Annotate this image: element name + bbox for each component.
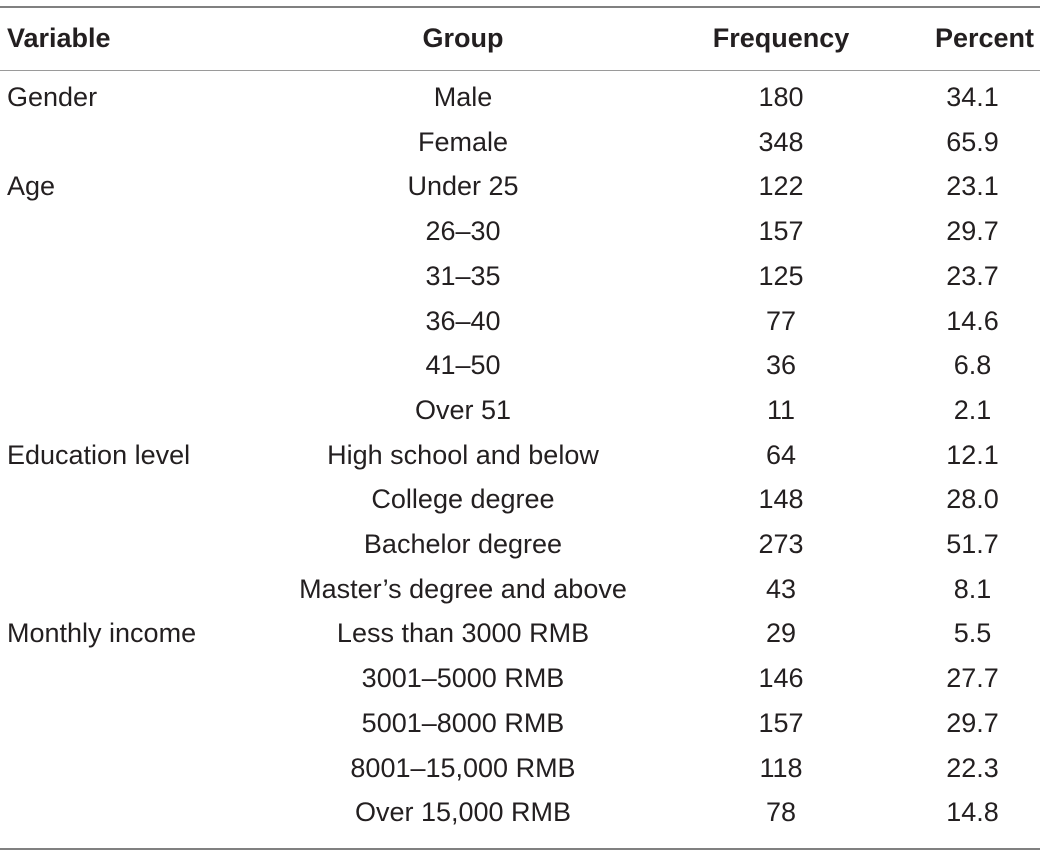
table-row [0,164,1040,209]
cell-frequency: 125 [758,260,804,291]
table-row [0,790,1040,835]
cell-percent: 65.9 [946,126,999,157]
table-row [0,477,1040,522]
cell-group: Less than 3000 RMB [336,618,590,649]
cell-group: Female [417,126,509,157]
cell-group: 8001–15,000 RMB [350,752,576,783]
cell-variable: Education level [7,439,191,470]
table-row [0,656,1040,701]
cell-variable [0,299,255,344]
cell-variable [0,343,255,388]
cell-percent: 27.7 [946,663,999,694]
cell-percent: 12.1 [946,439,999,470]
table-row [0,701,1040,746]
cell-variable: Monthly income [7,618,197,649]
cell-variable: Age [7,171,56,202]
cell-frequency: 180 [758,82,804,112]
table-row [0,120,1040,165]
cell-frequency: 29 [765,618,797,649]
cell-percent: 28.0 [946,484,999,515]
table-row [0,209,1040,254]
cell-group: 26–30 [425,216,501,247]
cell-percent: 14.6 [946,305,999,336]
cell-frequency: 148 [758,484,804,515]
cell-percent: 2.1 [953,394,992,425]
cell-variable [0,746,255,791]
cell-group: Master’s degree and above [299,573,627,604]
table-header-row [0,10,1040,66]
cell-percent: 8.1 [953,573,992,604]
cell-percent: 34.1 [946,82,999,112]
cell-group: Male [433,82,493,112]
table-bottom-rule [0,848,1040,850]
cell-percent: 29.7 [946,707,999,738]
cell-frequency: 64 [765,439,797,470]
cell-percent: 29.7 [946,216,999,247]
table-row [0,388,1040,433]
cell-frequency: 78 [765,797,797,828]
cell-percent: 23.1 [946,171,999,202]
cell-percent: 23.7 [946,260,999,291]
cell-frequency: 348 [758,126,804,157]
cell-frequency: 36 [765,350,797,381]
cell-percent: 14.8 [946,797,999,828]
table-row [0,567,1040,612]
cell-frequency: 146 [758,663,804,694]
cell-group: High school and below [327,439,599,470]
cell-percent: 6.8 [953,350,992,381]
header-group: Group [422,23,504,53]
cell-frequency: 43 [765,573,797,604]
cell-variable [0,254,255,299]
cell-frequency: 122 [758,171,804,202]
cell-variable [0,701,255,746]
table-row [0,299,1040,344]
data-table [0,10,1040,835]
cell-frequency: 273 [758,529,804,560]
cell-frequency: 157 [758,216,804,247]
table-row [0,343,1040,388]
table-body [0,66,1040,835]
header-percent: Percent [934,23,1034,53]
header-variable: Variable [7,23,111,53]
table-top-rule [0,6,1040,8]
cell-variable [0,209,255,254]
header-frequency: Frequency [712,23,850,53]
cell-variable [0,522,255,567]
cell-percent: 5.5 [953,618,992,649]
cell-frequency: 11 [766,394,796,425]
cell-variable: Gender [7,82,98,112]
cell-group: Bachelor degree [363,529,563,560]
cell-variable [0,120,255,165]
cell-group: College degree [371,484,555,515]
cell-group: 5001–8000 RMB [361,707,565,738]
cell-percent: 22.3 [946,752,999,783]
table-row [0,254,1040,299]
table-row [0,66,1040,120]
cell-frequency: 157 [758,707,804,738]
cell-group: 36–40 [425,305,501,336]
cell-variable [0,790,255,835]
cell-group: Over 15,000 RMB [354,797,572,828]
cell-group: 3001–5000 RMB [361,663,565,694]
table-row [0,746,1040,791]
cell-group: Under 25 [407,171,519,202]
cell-percent: 51.7 [946,529,999,560]
cell-group: 31–35 [425,260,501,291]
cell-group: Over 51 [414,394,512,425]
cell-frequency: 118 [759,752,803,783]
table-row [0,611,1040,656]
cell-variable [0,656,255,701]
cell-variable [0,388,255,433]
cell-group: 41–50 [425,350,501,381]
cell-frequency: 77 [765,305,797,336]
cell-variable [0,477,255,522]
table-row [0,522,1040,567]
table-row [0,433,1040,478]
cell-variable [0,567,255,612]
